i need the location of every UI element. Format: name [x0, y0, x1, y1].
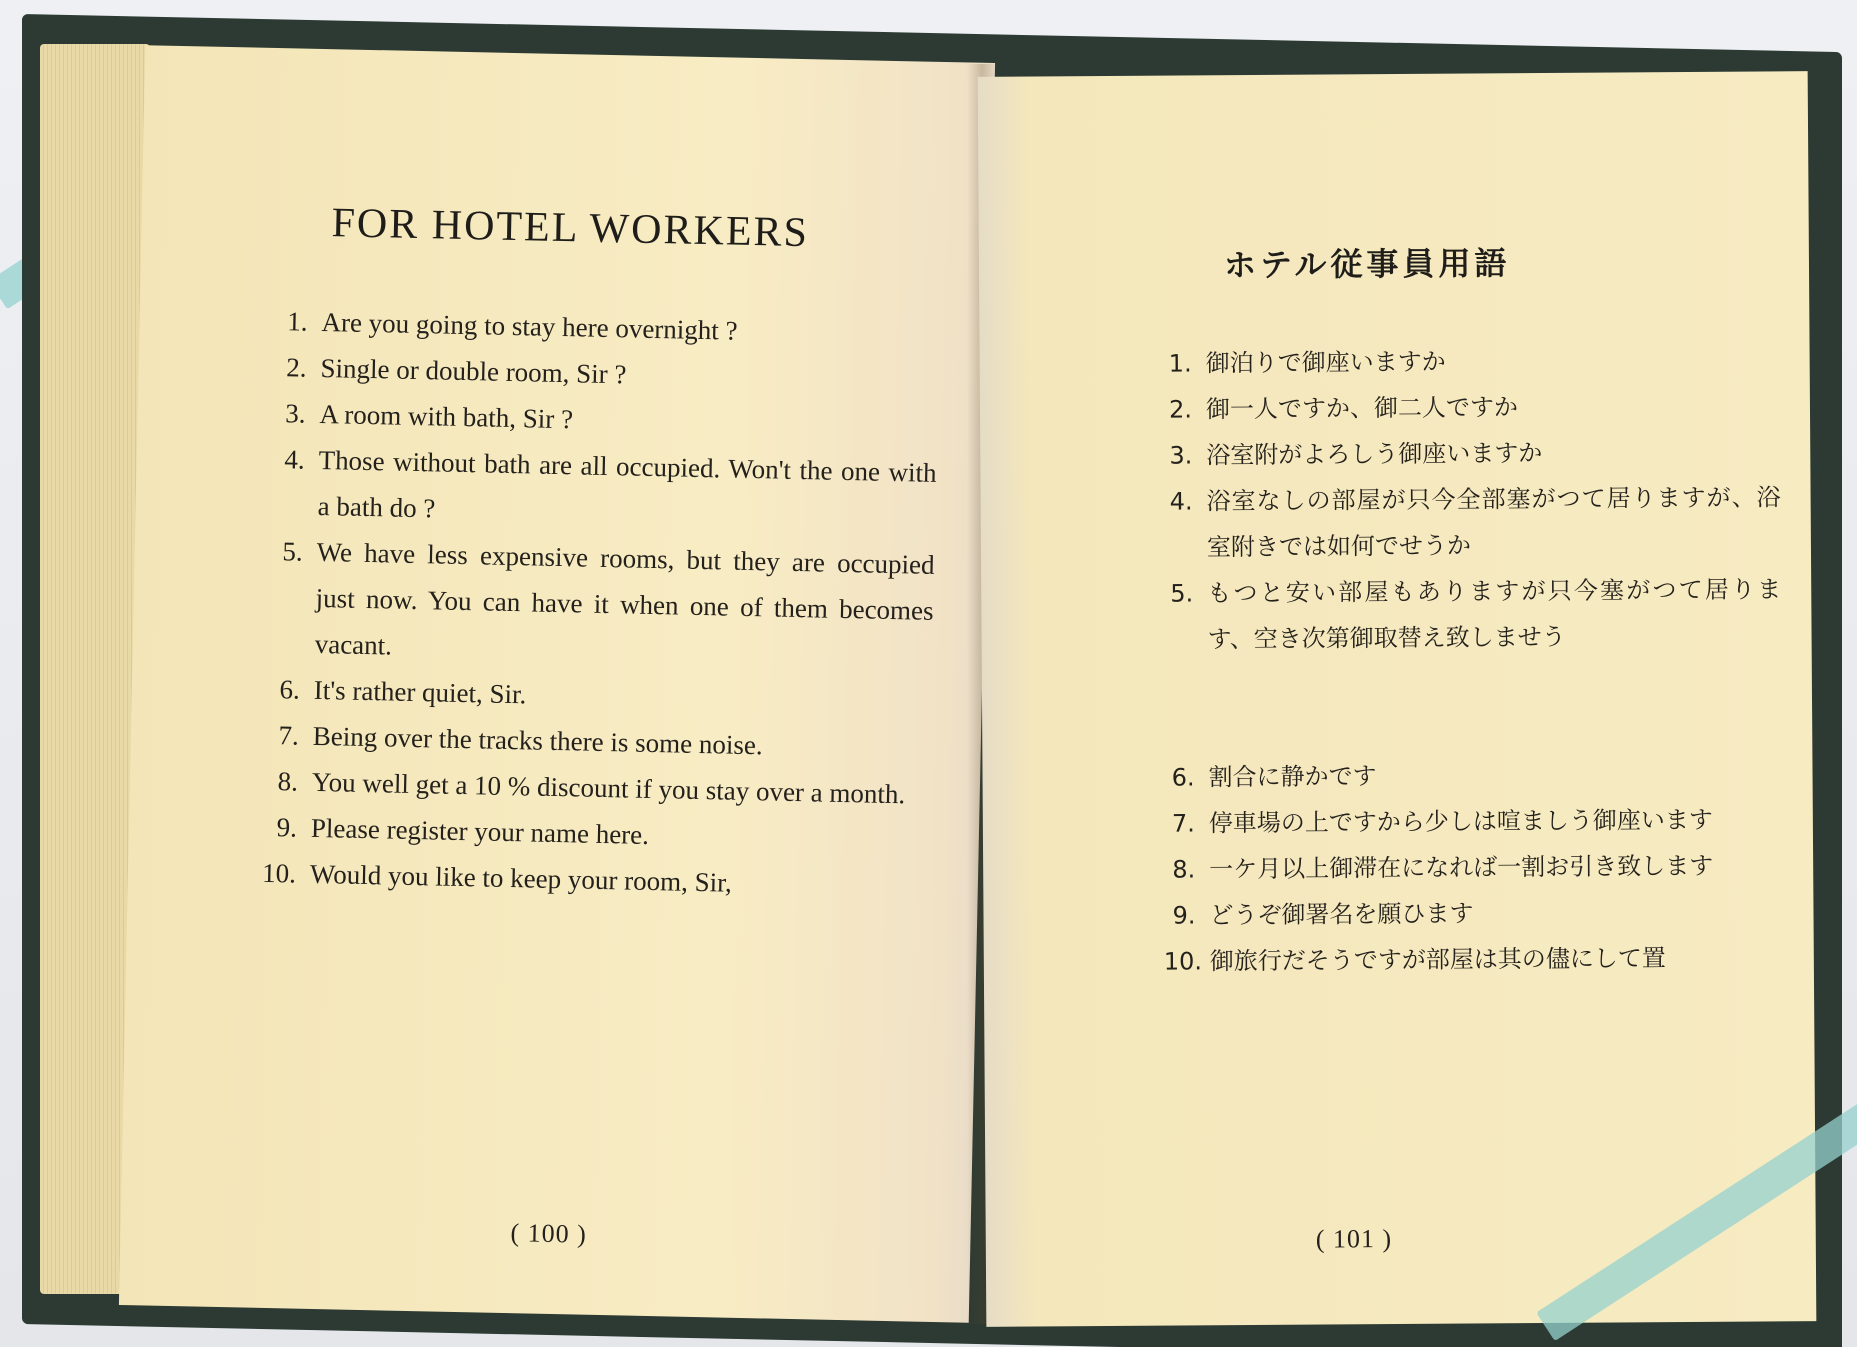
list-item — [1163, 842, 1783, 892]
item-text: 御旅行だそうですが部屋は其の儘にして置 — [1209, 944, 1666, 976]
item-text: Would you like to keep your room, Sir, — [309, 858, 733, 898]
item-text: Being over the tracks there is some noise. — [312, 720, 763, 761]
item-number: 7. — [278, 720, 300, 751]
item-text: 浴室附がよろしう御座いますか — [1206, 438, 1543, 470]
item-text: A room with bath, Sir ? — [319, 398, 574, 435]
item-text: 浴室なしの部屋が只今全部塞がつて居りますが、浴室附きでは如何でせうか — [1206, 483, 1781, 562]
item-number: 4. — [284, 444, 305, 475]
item-text: Single or double room, Sir ? — [320, 352, 627, 390]
item-text: It's rather quiet, Sir. — [313, 674, 527, 710]
item-text: We have less expensive rooms, but they are occupied just now. You can have it when one of them becomes vacant. — [314, 536, 935, 661]
item-number: 2. — [286, 352, 307, 383]
item-number: 6. — [1171, 763, 1195, 792]
item-number: 3. — [285, 398, 306, 429]
item-number: 6. — [279, 674, 301, 705]
item-number: 2. — [1168, 395, 1193, 424]
item-number: 10. — [261, 857, 297, 889]
left-page — [119, 45, 995, 1323]
item-number: 9. — [276, 812, 298, 843]
item-number: 7. — [1171, 809, 1195, 838]
phrase-list-english — [257, 298, 939, 910]
item-text: 停車場の上ですから少しは喧ましう御座います — [1208, 805, 1713, 838]
item-number: 1. — [1168, 349, 1192, 378]
item-number: 4. — [1169, 487, 1193, 516]
page-number: ( 100 ) — [510, 1218, 588, 1249]
spacer — [1162, 658, 1783, 754]
list-item — [1161, 566, 1782, 662]
item-number: 3. — [1169, 441, 1193, 470]
item-text: 割合に静かです — [1208, 762, 1377, 792]
list-item — [1160, 428, 1780, 478]
item-text: Those without bath are all occupied. Won't the one with a bath do ? — [317, 444, 937, 524]
item-number: 5. — [1170, 579, 1194, 608]
list-item — [1164, 934, 1784, 984]
item-number: 1. — [286, 306, 308, 337]
item-text: Are you going to stay here overnight ? — [321, 306, 738, 346]
item-text: どうぞ御署名を願ひます — [1209, 899, 1474, 930]
item-number: 5. — [282, 536, 304, 567]
item-text: 御泊りで御座いますか — [1205, 347, 1446, 378]
right-page — [978, 71, 1817, 1327]
item-text: 一ケ月以上御滞在になれば一割お引き致します — [1209, 851, 1714, 884]
item-text: もつと安い部屋もありますが只今塞がつて居ります、空き次第御取替え致しませう — [1207, 575, 1782, 654]
list-item — [1160, 474, 1781, 570]
list-item — [1163, 796, 1783, 846]
item-number: 8. — [277, 766, 299, 797]
item-number: 8. — [1172, 855, 1196, 884]
list-item — [1163, 888, 1783, 938]
list-item — [262, 528, 935, 680]
phrase-list-japanese — [1159, 336, 1783, 984]
item-text: 御一人ですか、御二人ですか — [1205, 393, 1519, 424]
list-item — [1159, 336, 1779, 386]
open-book — [22, 14, 1842, 1339]
page-number: ( 101 ) — [1315, 1224, 1393, 1254]
page-title-english: FOR HOTEL WORKERS — [331, 200, 810, 257]
list-item — [265, 436, 937, 542]
item-number: 10. — [1163, 947, 1203, 976]
item-text: You well get a 10 % discount if you stay over a month. — [311, 766, 906, 810]
list-item — [1160, 382, 1780, 432]
item-number: 9. — [1172, 901, 1196, 930]
page-title-japanese: ホテル従事員用語 — [1223, 244, 1511, 285]
item-text: Please register your name here. — [310, 812, 650, 850]
list-item — [1162, 750, 1782, 800]
